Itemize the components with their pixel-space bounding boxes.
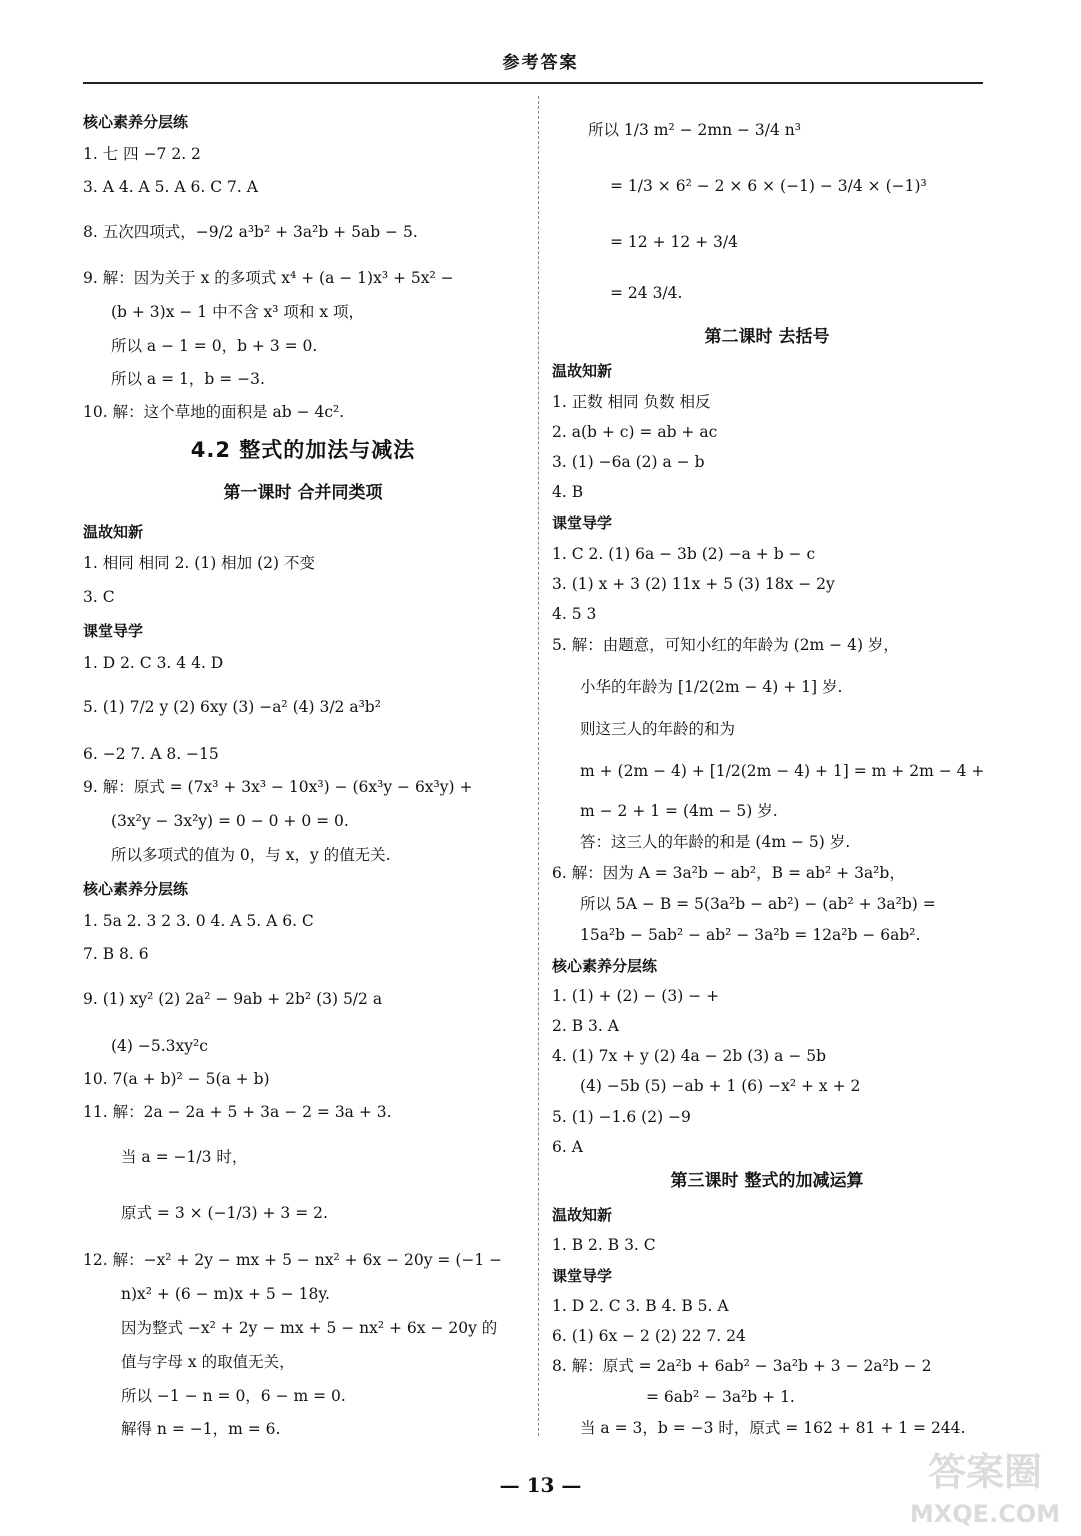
lesson-title: 第二课时 去括号: [704, 327, 830, 347]
answer-line: 所以 a − 1 = 0，b + 3 = 0.: [111, 337, 318, 355]
lesson-title: 第一课时 合并同类项: [223, 483, 383, 503]
answer-line: (3x²y − 3x²y) = 0 − 0 + 0 = 0.: [111, 812, 349, 830]
answer-line: 3. A 4. A 5. A 6. C 7. A: [83, 178, 258, 196]
answer-line: 9. 解：原式 = (7x³ + 3x³ − 10x³) − (6x³y − 6x³y) +: [83, 778, 473, 796]
answer-line: 所以 a = 1，b = −3.: [111, 370, 265, 388]
answer-line: 所以 1/3 m² − 2mn − 3/4 n³: [588, 121, 802, 139]
answer-line: 8. 五次四项式，−9/2 a³b² + 3a²b + 5ab − 5.: [83, 223, 418, 241]
answer-line: m − 2 + 1 = (4m − 5) 岁.: [580, 802, 778, 820]
answer-line: 6. (1) 6x − 2 (2) 22 7. 24: [552, 1327, 746, 1345]
answer-line: 6. A: [552, 1138, 583, 1156]
answer-line: 则这三人的年龄的和为: [580, 720, 736, 738]
answer-line: (4) −5b (5) −ab + 1 (6) −x² + x + 2: [580, 1077, 861, 1095]
section-heading: 课堂导学: [552, 514, 613, 532]
answer-line: = 6ab² − 3a²b + 1.: [646, 1388, 795, 1406]
answer-line: 12. 解：−x² + 2y − mx + 5 − nx² + 6x − 20y = (−1 −: [83, 1251, 503, 1269]
page-header: 参考答案: [502, 53, 579, 73]
answer-line: 1. D 2. C 3. B 4. B 5. A: [552, 1297, 729, 1315]
section-heading: 核心素养分层练: [83, 113, 189, 131]
answer-line: m + (2m − 4) + [1/2(2m − 4) + 1] = m + 2m − 4 +: [580, 762, 985, 780]
answer-line: 1. C 2. (1) 6a − 3b (2) −a + b − c: [552, 545, 816, 563]
svg-text:MXQE.COM: MXQE.COM: [909, 1500, 1061, 1528]
answer-line: 10. 7(a + b)² − 5(a + b): [83, 1070, 270, 1088]
answer-line: 5. (1) 7/2 y (2) 6xy (3) −a² (4) 3/2 a³b²: [83, 698, 381, 716]
answer-line: 所以多项式的值为 0，与 x，y 的值无关.: [111, 846, 391, 864]
answer-line: = 1/3 × 6² − 2 × 6 × (−1) − 3/4 × (−1)³: [610, 177, 927, 195]
answer-line: 6. 解：因为 A = 3a²b − ab²，B = ab² + 3a²b，: [552, 864, 905, 882]
answer-line: 1. 正数 相同 负数 相反: [552, 393, 711, 411]
answer-line: 9. 解：因为关于 x 的多项式 x⁴ + (a − 1)x³ + 5x² −: [83, 269, 454, 287]
answer-line: 所以 5A − B = 5(3a²b − ab²) − (ab² + 3a²b) =: [580, 895, 936, 913]
lesson-title: 第三课时 整式的加减运算: [670, 1171, 864, 1191]
answer-line: 当 a = −1/3 时，: [121, 1148, 248, 1166]
answer-line: 15a²b − 5ab² − ab² − 3a²b = 12a²b − 6ab².: [580, 926, 921, 944]
answer-line: = 12 + 12 + 3/4: [610, 233, 738, 251]
answer-line: 11. 解：2a − 2a + 5 + 3a − 2 = 3a + 3.: [83, 1103, 392, 1121]
answer-line: 2. a(b + c) = ab + ac: [552, 423, 718, 441]
answer-line: 1. B 2. B 3. C: [552, 1236, 656, 1254]
answer-line: 所以 −1 − n = 0，6 − m = 0.: [121, 1387, 346, 1405]
answer-line: 4. 5 3: [552, 605, 597, 623]
answer-line: 10. 解：这个草地的面积是 ab − 4c².: [83, 403, 345, 421]
watermark-logo: [900, 1440, 1070, 1530]
page-number: — 13 —: [499, 1473, 582, 1497]
header-rule: [83, 82, 983, 84]
column-divider: [538, 96, 539, 1436]
answer-line: 1. 5a 2. 3 2 3. 0 4. A 5. A 6. C: [83, 912, 314, 930]
answer-line: 4. (1) 7x + y (2) 4a − 2b (3) a − 5b: [552, 1047, 827, 1065]
section-heading: 温故知新: [552, 362, 613, 380]
answer-line: 原式 = 3 × (−1/3) + 3 = 2.: [121, 1204, 328, 1222]
answer-line: 3. (1) x + 3 (2) 11x + 5 (3) 18x − 2y: [552, 575, 835, 593]
answer-line: 3. (1) −6a (2) a − b: [552, 453, 705, 471]
answer-line: 当 a = 3，b = −3 时，原式 = 162 + 81 + 1 = 244.: [580, 1419, 966, 1437]
answer-line: n)x² + (6 − m)x + 5 − 18y.: [121, 1285, 330, 1303]
answer-line: 9. (1) xy² (2) 2a² − 9ab + 2b² (3) 5/2 a: [83, 990, 383, 1008]
answer-line: 1. 相同 相同 2. (1) 相加 (2) 不变: [83, 554, 315, 572]
answer-line: 8. 解：原式 = 2a²b + 6ab² − 3a²b + 3 − 2a²b − 2: [552, 1357, 932, 1375]
answer-line: 值与字母 x 的取值无关，: [121, 1353, 295, 1371]
section-heading: 核心素养分层练: [552, 957, 658, 975]
answer-line: (b + 3)x − 1 中不含 x³ 项和 x 项，: [111, 303, 364, 321]
answer-line: 因为整式 −x² + 2y − mx + 5 − nx² + 6x − 20y 的: [121, 1319, 498, 1337]
answer-line: (4) −5.3xy²c: [111, 1037, 208, 1055]
answer-line: 7. B 8. 6: [83, 945, 149, 963]
answer-line: 6. −2 7. A 8. −15: [83, 745, 219, 763]
answer-line: 4. B: [552, 483, 584, 501]
answer-line: 5. 解：由题意，可知小红的年龄为 (2m − 4) 岁，: [552, 636, 899, 654]
answer-line: 1. D 2. C 3. 4 4. D: [83, 654, 224, 672]
answer-line: 2. B 3. A: [552, 1017, 619, 1035]
section-heading: 核心素养分层练: [83, 880, 189, 898]
answer-line: = 24 3/4.: [610, 284, 683, 302]
section-heading: 课堂导学: [83, 622, 144, 640]
lesson-title: 4.2 整式的加法与减法: [190, 438, 416, 462]
answer-line: 5. (1) −1.6 (2) −9: [552, 1108, 691, 1126]
section-heading: 温故知新: [552, 1206, 613, 1224]
answer-line: 小华的年龄为 [1/2(2m − 4) + 1] 岁.: [580, 678, 843, 696]
answer-line: 3. C: [83, 588, 115, 606]
answer-line: 解得 n = −1，m = 6.: [121, 1420, 281, 1438]
section-heading: 温故知新: [83, 523, 144, 541]
answer-line: 答：这三人的年龄的和是 (4m − 5) 岁.: [580, 833, 851, 851]
answer-line: 1. 七 四 −7 2. 2: [83, 145, 201, 163]
section-heading: 课堂导学: [552, 1267, 613, 1285]
answer-line: 1. (1) + (2) − (3) − +: [552, 987, 720, 1005]
svg-text:答案圈: 答案圈: [927, 1450, 1043, 1494]
